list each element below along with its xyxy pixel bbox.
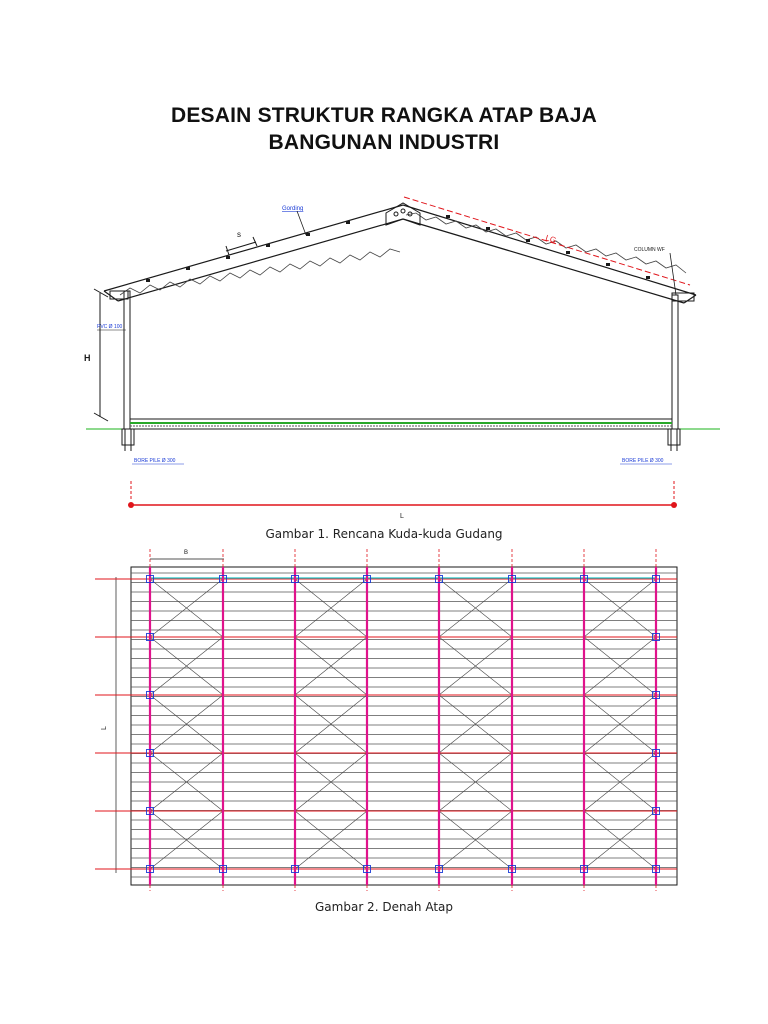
figure-1-caption: Gambar 1. Rencana Kuda-kuda Gudang xyxy=(265,527,503,541)
left-footing xyxy=(122,429,134,451)
right-rafter-lacing xyxy=(406,213,686,273)
left-rafter-lacing xyxy=(120,249,400,295)
h-label: H xyxy=(84,353,91,363)
left-rafter-truss xyxy=(104,205,403,301)
b-label: B xyxy=(184,550,189,556)
figure-2-caption: Gambar 2. Denah Atap xyxy=(315,900,453,914)
column-wf-leader xyxy=(670,253,676,295)
figure-1-truss-elevation xyxy=(0,185,768,525)
document-title-line-1: DESAIN STRUKTUR RANGKA ATAP BAJA xyxy=(170,104,598,127)
gording-label: Gording xyxy=(282,206,304,212)
bore-pile-right-label: BORE PILE Ø 300 xyxy=(622,458,664,464)
right-rafter-truss xyxy=(403,205,696,303)
lg-label: LG xyxy=(544,233,558,246)
s-dimension xyxy=(226,237,257,255)
right-footing xyxy=(668,429,680,451)
bore-pile-left-label: BORE PILE Ø 300 xyxy=(134,458,176,464)
ridge-joint xyxy=(386,203,420,225)
right-column xyxy=(672,295,678,429)
column-wf-label: COLUMN WF xyxy=(634,247,665,253)
purlins xyxy=(146,215,650,282)
l-label-fig1: L xyxy=(400,513,404,520)
figure-2-roof-plan xyxy=(0,545,768,895)
l-label-fig2: L xyxy=(101,726,108,730)
roof-outline xyxy=(131,567,677,885)
l-dimension xyxy=(128,481,677,508)
h-dimension xyxy=(94,289,108,421)
s-label: s xyxy=(237,230,241,239)
eave-brackets xyxy=(110,291,694,301)
document-title-line-2: BANGUNAN INDUSTRI xyxy=(268,131,500,154)
gording-leader xyxy=(297,211,306,235)
floor-slab xyxy=(130,419,672,429)
left-column xyxy=(124,291,130,429)
pvc-label: PVC Ø 100 xyxy=(97,324,123,330)
